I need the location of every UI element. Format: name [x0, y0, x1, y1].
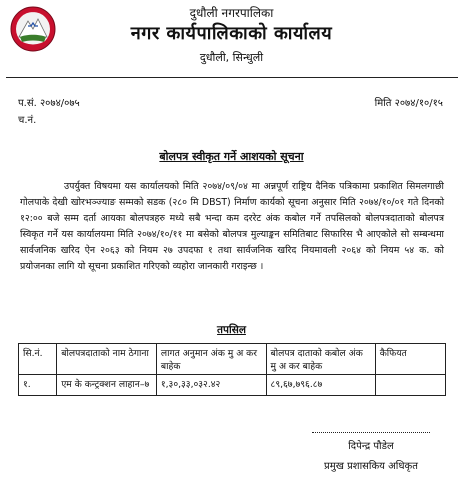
schedule-heading-text: तपसिल: [217, 324, 246, 336]
reference-number: प.सं. २०७४/०७५: [18, 98, 80, 109]
schedule-heading: [0, 323, 463, 337]
notice-title-text: बोलपत्र स्वीकृत गर्ने आशयको सूचना: [159, 150, 304, 163]
header-divider: [6, 77, 458, 78]
table-row: [19, 375, 446, 396]
issue-date: मिति २०७४/१०/१५: [374, 98, 443, 109]
signature-line: [312, 432, 430, 433]
cell-cost-estimate: १,३०,३३,०३२.४२: [156, 375, 266, 396]
table-header-row: [19, 344, 446, 375]
signatory-title: प्रमुख प्रशासकिय अधिकृत: [324, 461, 418, 472]
municipality-name: दुधौली नगरपालिका: [189, 6, 274, 20]
office-address: दुधौली, सिन्धुली: [199, 51, 264, 64]
office-name: नगर कार्यपालिकाको कार्यालय: [130, 23, 333, 44]
header-remarks: कैफियत: [375, 344, 445, 375]
cell-bidder: एम के कन्ट्रक्शन लाहान–७: [57, 375, 157, 396]
header-bidder: बोलपत्रदाताको नाम ठेगाना: [57, 344, 157, 375]
notice-body: उपर्युक्त विषयमा यस कार्यालयको मिति २०७४/०९/०४ मा अन्नपूर्ण राष्ट्रिय दैनिक पत्रिकामा प्रकाशित सिमलगाछी गोलपाके देखी खोरभञ्ज्याङ सम्मको सडक (२८० मि DBST) निर्माण कार्यको सूचना अनुसार मिति २०७४/१०/०१ गते दिनको १२:०० बजे सम्म दर्ता आयका बोलपत्रहरु मध्ये सबै भन्दा कम दररेट अंक कबोल गर्ने तपसिलको बोलपत्रदाताको बोलपत्र स्विकृत गर्ने यस कार्यालयमा मिति २०७४/१०/११ मा बसेको बोलपत्र मुल्याङ्कन समितिबाट सिफारिस भै आएकोले सो सम्बन्धमा सार्वजनिक खरिद ऐन २०६३ को नियम २७ उपदफा १ तथा सार्वजनिक खरिद नियमावली २०६४ को नियम ५४ क. को प्रयोजनका लागि यो सूचना प्रकाशित गरिएको व्यहोरा जानकारी गराइन्छ ।: [20, 181, 444, 272]
cell-bid-amount: ८९,६७,७९६.८७: [266, 375, 375, 396]
header-cost-estimate: लागत अनुमान अंक मु अ कर बाहेक: [156, 344, 266, 375]
dispatch-number: च.नं.: [18, 115, 37, 126]
cell-serial: १.: [19, 375, 57, 396]
header-serial: सि.नं.: [19, 344, 57, 375]
schedule-table: [18, 343, 446, 396]
notice-title: [0, 149, 463, 164]
header-bid-amount: बोलपत्र दाताको कबोल अंक मु अ कर बाहेक: [266, 344, 375, 375]
signatory-name: दिपेन्द्र पौडेल: [348, 441, 394, 452]
cell-remarks: [375, 375, 445, 396]
